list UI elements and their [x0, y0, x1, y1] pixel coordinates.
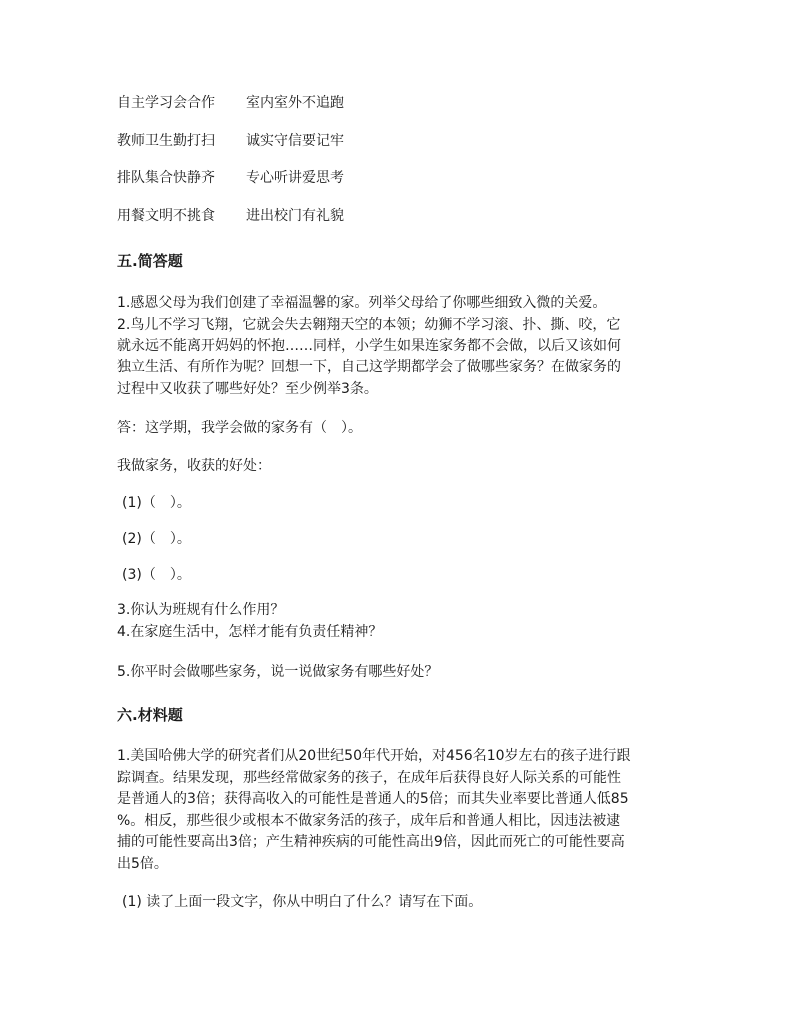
rule-text: 排队集合快静齐 [117, 170, 215, 186]
material-text: 捕的可能性要高出3倍；产生精神疾病的可能性高出9倍，因此而死亡的可能性要高 [117, 834, 625, 850]
rule-row [117, 206, 344, 226]
section-title: 五.简答题 [117, 252, 183, 270]
rule-row [117, 93, 344, 113]
rule-text: 室内室外不追跑 [246, 95, 344, 111]
material-text: %。相反，那些很少或根本不做家务活的孩子，成年后和普通人相比，因违法被逮 [117, 813, 621, 829]
question-text: 5.你平时会做哪些家务，说一说做家务有哪些好处？ [117, 664, 439, 680]
material-text: 出5倍。 [117, 856, 168, 872]
question-text: 过程中又收获了哪些好处？至少例举3条。 [117, 381, 378, 397]
answer-text: 我做家务，收获的好处： [117, 458, 271, 474]
question-text: 4.在家庭生活中，怎样才能有负责任精神？ [117, 624, 383, 640]
rule-text: 用餐文明不挑食 [117, 208, 215, 224]
question-text: 独立生活、有所作为呢？回想一下，自己这学期都学会了做哪些家务？在做家务的 [117, 359, 621, 375]
answer-text: 答：这学期，我学会做的家务有（ ）。 [117, 420, 362, 436]
material-text: 踪调查。结果发现，那些经常做家务的孩子，在成年后获得良好人际关系的可能性 [117, 770, 621, 786]
question-text: 2.鸟儿不学习飞翔，它就会失去翱翔天空的本领；幼狮不学习滚、扑、撕、咬，它 [117, 317, 621, 333]
rule-text: 自主学习会合作 [117, 95, 215, 111]
question-text: 3.你认为班规有什么作用？ [117, 602, 285, 618]
rule-text: 进出校门有礼貌 [246, 208, 344, 224]
rule-row [117, 131, 344, 151]
rule-text: 专心听讲爱思考 [246, 170, 344, 186]
question-text: 1.感恩父母为我们创建了幸福温馨的家。列举父母给了你哪些细致入微的关爱。 [117, 295, 607, 311]
rule-text: 诚实守信要记牢 [246, 133, 344, 149]
answer-item: (1)（ ）。 [122, 495, 191, 511]
rule-row [117, 168, 344, 188]
material-text: 是普通人的3倍；获得高收入的可能性是普通人的5倍；而其失业率要比普通人低85 [117, 791, 629, 807]
sub-question: (1) 读了上面一段文字，你从中明白了什么？请写在下面。 [122, 894, 483, 910]
material-text: 1.美国哈佛大学的研究者们从20世纪50年代开始，对456名10岁左右的孩子进行跟 [117, 748, 631, 764]
section-title: 六.材料题 [117, 706, 183, 724]
answer-item: (2)（ ）。 [122, 531, 191, 547]
answer-item: (3)（ ）。 [122, 567, 191, 583]
question-text: 就永远不能离开妈妈的怀抱……同样，小学生如果连家务都不会做，以后又该如何 [117, 338, 621, 354]
rule-text: 教师卫生勤打扫 [117, 133, 215, 149]
